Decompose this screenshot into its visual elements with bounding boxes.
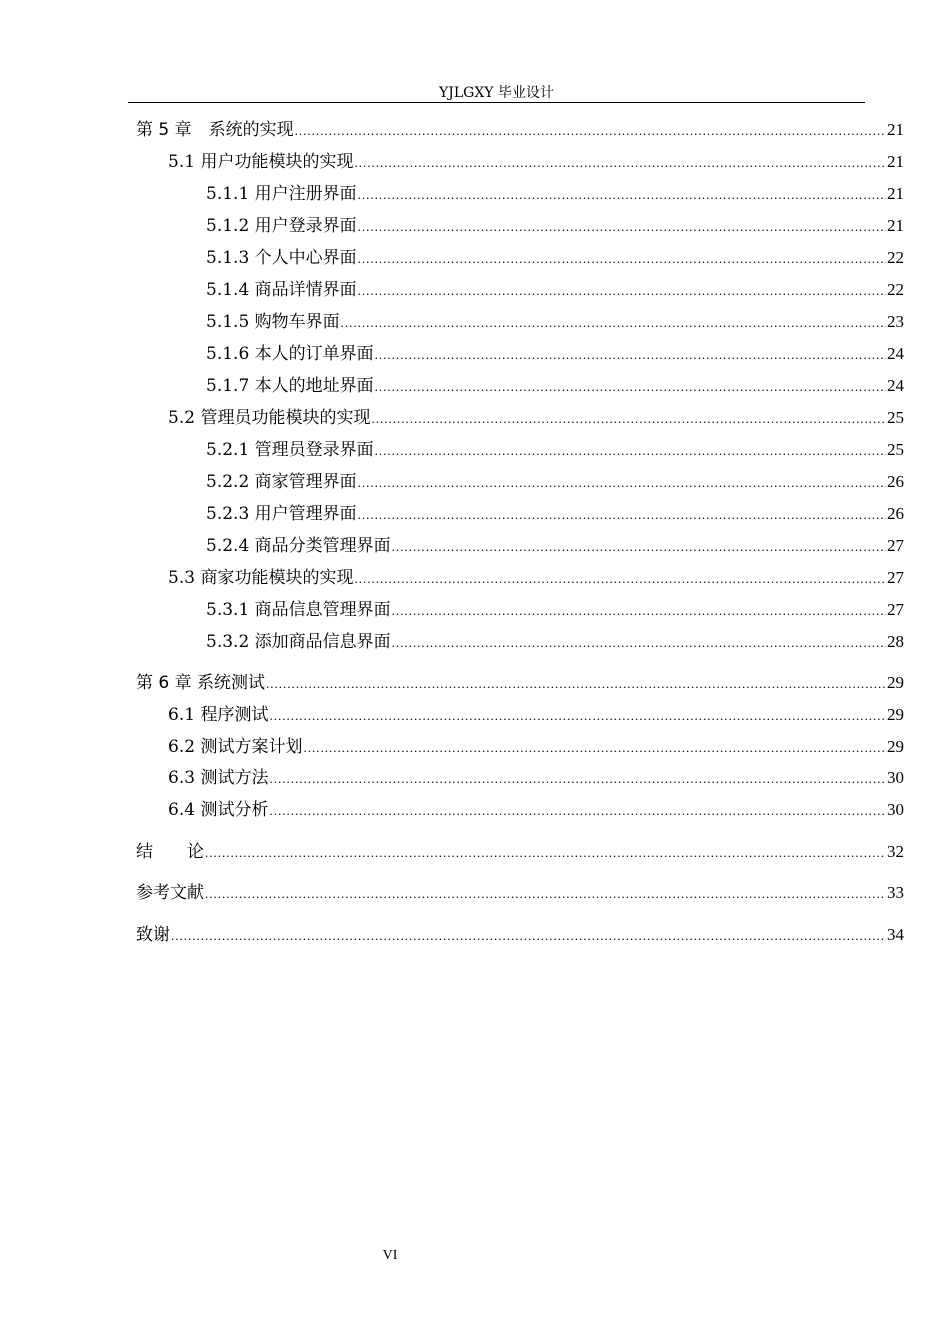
toc-leader-dots — [354, 567, 886, 591]
page-number: VI — [382, 1248, 398, 1263]
toc-entry[interactable] — [206, 278, 904, 303]
toc-leader-dots — [269, 704, 886, 728]
toc-entry[interactable] — [136, 881, 904, 906]
toc-entry[interactable] — [168, 735, 904, 760]
page-header: YJLGXY 毕业设计 — [439, 85, 554, 101]
toc-entry[interactable] — [206, 598, 904, 623]
toc-entry[interactable] — [206, 374, 904, 399]
toc-leader-dots — [392, 535, 886, 559]
toc-entry-title: 5.1.4 商品详情界面 — [206, 280, 357, 300]
toc-entry[interactable] — [206, 246, 904, 271]
toc-entry-title: 5.2.3 用户管理界面 — [206, 504, 357, 524]
toc-entry-page: 29 — [887, 705, 904, 724]
toc-entry-page: 21 — [887, 216, 904, 235]
toc-leader-dots — [358, 279, 886, 303]
toc-entry-page: 22 — [887, 248, 904, 267]
toc-entry-page: 28 — [887, 632, 904, 651]
toc-entry[interactable] — [206, 502, 904, 527]
toc-entry-page: 29 — [887, 737, 904, 756]
toc-entry-title: 5.3 商家功能模块的实现 — [168, 568, 354, 588]
toc-entry-page: 24 — [887, 376, 904, 395]
toc-entry[interactable] — [136, 840, 904, 865]
toc-leader-dots — [375, 439, 886, 463]
toc-entry-page: 32 — [887, 842, 904, 861]
toc-leader-dots — [266, 672, 886, 696]
toc-entry-title: 参考文献 — [136, 883, 204, 903]
toc-entry-page: 25 — [887, 440, 904, 459]
toc-entry[interactable] — [168, 703, 904, 728]
toc-entry[interactable] — [136, 923, 904, 948]
toc-entry-page: 26 — [887, 472, 904, 491]
toc-leader-dots — [295, 119, 886, 143]
toc-entry[interactable] — [168, 798, 904, 823]
toc-entry[interactable] — [206, 182, 904, 207]
toc-entry-title: 第 5 章 系统的实现 — [136, 120, 294, 140]
toc-leader-dots — [358, 471, 886, 495]
toc-entry-page: 34 — [887, 925, 904, 944]
toc-leader-dots — [392, 631, 886, 655]
toc-entry-title: 5.1.3 个人中心界面 — [206, 248, 357, 268]
toc-entry-title: 6.4 测试分析 — [168, 800, 269, 820]
toc-entry-page: 25 — [887, 408, 904, 427]
toc-entry[interactable] — [168, 766, 904, 791]
toc-leader-dots — [341, 311, 886, 335]
toc-entry-title: 5.1.1 用户注册界面 — [206, 184, 357, 204]
toc-entry-page: 21 — [887, 184, 904, 203]
toc-entry-page: 33 — [887, 883, 904, 902]
toc-entry-title: 5.3.2 添加商品信息界面 — [206, 632, 391, 652]
toc-entry[interactable] — [206, 470, 904, 495]
toc-entry-page: 30 — [887, 768, 904, 787]
toc-leader-dots — [371, 407, 886, 431]
toc-entry-title: 5.2.2 商家管理界面 — [206, 472, 357, 492]
toc-leader-dots — [358, 215, 886, 239]
toc-entry-title: 5.1.7 本人的地址界面 — [206, 376, 374, 396]
toc-leader-dots — [269, 799, 886, 823]
toc-entry-title: 5.2.4 商品分类管理界面 — [206, 536, 391, 556]
toc-entry-title: 5.1.6 本人的订单界面 — [206, 344, 374, 364]
toc-entry[interactable] — [136, 118, 904, 143]
toc-entry[interactable] — [168, 150, 904, 175]
toc-entry-page: 27 — [887, 536, 904, 555]
toc-entry[interactable] — [206, 438, 904, 463]
toc-entry-title: 6.3 测试方法 — [168, 768, 269, 788]
toc-entry-title: 致谢 — [136, 925, 170, 945]
toc-entry[interactable] — [206, 534, 904, 559]
toc-entry[interactable] — [168, 566, 904, 591]
toc-entry[interactable] — [206, 214, 904, 239]
toc-leader-dots — [375, 343, 886, 367]
toc-entry-page: 22 — [887, 280, 904, 299]
toc-entry-page: 26 — [887, 504, 904, 523]
toc-entry[interactable] — [206, 310, 904, 335]
toc-leader-dots — [358, 503, 886, 527]
toc-entry-page: 21 — [887, 152, 904, 171]
header-rule — [128, 102, 865, 103]
toc-leader-dots — [375, 375, 886, 399]
toc-leader-dots — [358, 247, 886, 271]
toc-entry[interactable] — [206, 342, 904, 367]
toc-entry[interactable] — [168, 406, 904, 431]
toc-entry-title: 5.1 用户功能模块的实现 — [168, 152, 354, 172]
toc-entry-title: 5.2.1 管理员登录界面 — [206, 440, 374, 460]
toc-entry-page: 27 — [887, 568, 904, 587]
toc-leader-dots — [205, 841, 886, 865]
toc-leader-dots — [205, 882, 886, 906]
toc-entry[interactable] — [136, 671, 904, 696]
toc-entry-title: 结 论 — [136, 842, 204, 862]
toc-leader-dots — [358, 183, 886, 207]
toc-leader-dots — [354, 151, 886, 175]
toc-leader-dots — [392, 599, 886, 623]
toc-leader-dots — [171, 924, 886, 948]
toc-entry-title: 5.1.5 购物车界面 — [206, 312, 340, 332]
toc-entry-page: 23 — [887, 312, 904, 331]
toc-entry-page: 21 — [887, 120, 904, 139]
toc-entry[interactable] — [206, 630, 904, 655]
toc-entry-title: 5.3.1 商品信息管理界面 — [206, 600, 391, 620]
toc-entry-title: 6.2 测试方案计划 — [168, 737, 303, 757]
toc-entry-title: 第 6 章 系统测试 — [136, 673, 266, 693]
toc-leader-dots — [303, 736, 886, 760]
toc-entry-page: 30 — [887, 800, 904, 819]
toc-entry-title: 5.1.2 用户登录界面 — [206, 216, 357, 236]
toc-entry-page: 24 — [887, 344, 904, 363]
toc-entry-title: 6.1 程序测试 — [168, 705, 269, 725]
toc-entry-title: 5.2 管理员功能模块的实现 — [168, 408, 371, 428]
toc-entry-page: 29 — [887, 673, 904, 692]
toc-entry-page: 27 — [887, 600, 904, 619]
toc-leader-dots — [269, 767, 886, 791]
